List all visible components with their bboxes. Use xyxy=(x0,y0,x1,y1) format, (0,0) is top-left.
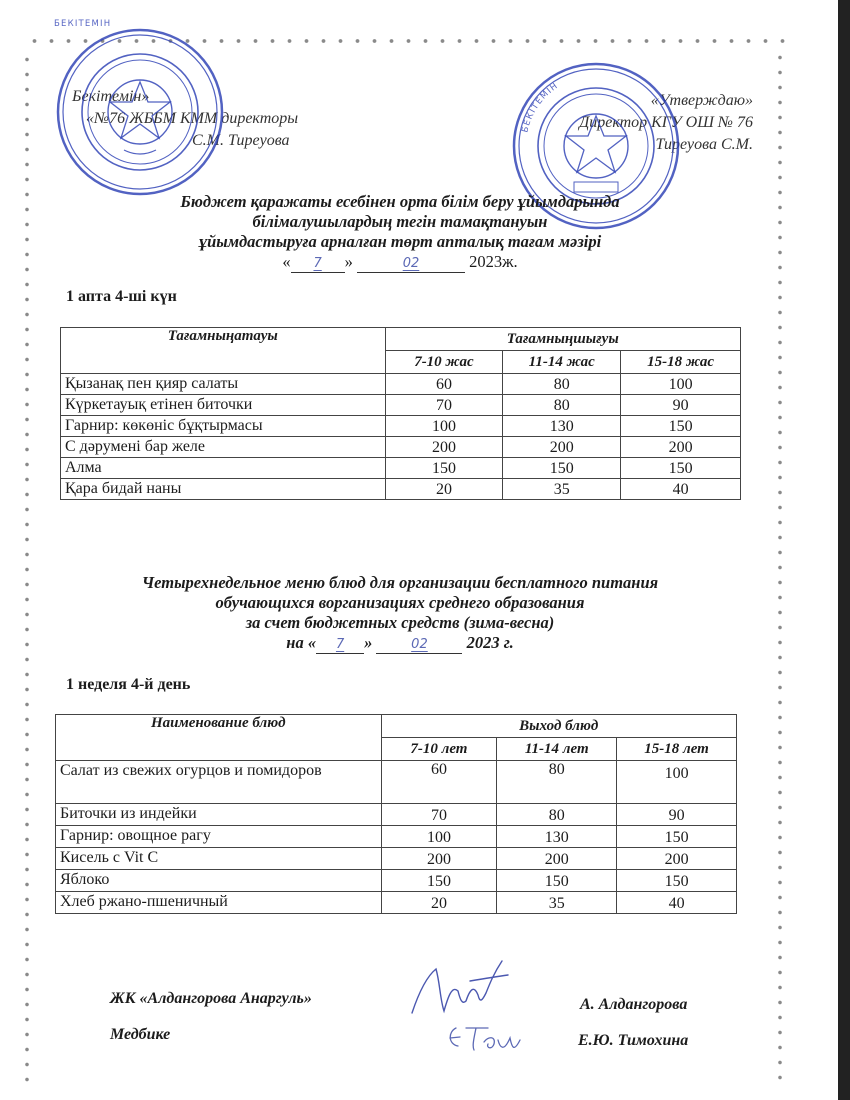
portion-value: 20 xyxy=(381,892,497,914)
school-stamp-left xyxy=(54,19,226,198)
menu-title-ru xyxy=(60,573,740,654)
portion-value: 60 xyxy=(381,761,497,804)
header-yield: Выход блюд xyxy=(381,715,736,738)
dotted-border-left xyxy=(24,52,30,1092)
footer-signer-1: А. Алдангорова xyxy=(580,996,688,1013)
portion-value: 100 xyxy=(381,826,497,848)
header-age-3: 15-18 лет xyxy=(617,738,737,761)
title-kz-line3: ұйымдастыруға арналған төрт апталық тағам мәзірі xyxy=(198,232,602,251)
portion-value: 35 xyxy=(497,892,617,914)
title-ru-line2: обучающихся воргaнизациях среднего образования xyxy=(215,593,585,612)
menu-table-ru xyxy=(55,714,737,914)
dish-name: Қара бидай наны xyxy=(61,479,386,500)
portion-value: 20 xyxy=(385,479,503,500)
portion-value: 80 xyxy=(503,374,621,395)
date-line-kz xyxy=(60,252,740,273)
dish-name: Кисель с Vit C xyxy=(56,848,382,870)
header-age-3: 15-18 жас xyxy=(621,351,741,374)
table-row xyxy=(61,416,741,437)
portion-value: 70 xyxy=(381,804,497,826)
portion-value: 40 xyxy=(621,479,741,500)
portion-value: 60 xyxy=(385,374,503,395)
portion-value: 35 xyxy=(503,479,621,500)
portion-value: 150 xyxy=(621,416,741,437)
scan-edge xyxy=(838,0,850,1100)
header-dish-name: Тағамныңатауы xyxy=(61,328,386,374)
approval-ru-line2: Директор КГУ ОШ № 76 xyxy=(579,114,753,131)
menu-table-kz xyxy=(60,327,741,500)
portion-value: 200 xyxy=(381,848,497,870)
date-day-handwritten: 7 xyxy=(313,256,322,271)
approval-kz-line1: Бекітемін» xyxy=(72,88,150,105)
header-age-2: 11-14 жас xyxy=(503,351,621,374)
portion-value: 80 xyxy=(497,804,617,826)
table-row xyxy=(56,870,737,892)
portion-value: 100 xyxy=(621,374,741,395)
portion-value: 100 xyxy=(385,416,503,437)
portion-value: 150 xyxy=(503,458,621,479)
header-age-1: 7-10 лет xyxy=(381,738,497,761)
quote-open: « xyxy=(282,252,291,271)
date-day-handwritten: 7 xyxy=(335,637,345,652)
table-row xyxy=(56,761,737,804)
header-age-2: 11-14 лет xyxy=(497,738,617,761)
header-yield: Тағамныңшығуы xyxy=(385,328,740,351)
footer-org: ЖК «Алдангорова Анаргуль» xyxy=(110,990,312,1007)
approval-kz-line2: «№76 ЖББМ КММ директоры xyxy=(86,110,299,127)
table-row xyxy=(61,479,741,500)
portion-value: 80 xyxy=(503,395,621,416)
table-row xyxy=(56,848,737,870)
dish-name: Гарнир: овощное рагу xyxy=(56,826,382,848)
date-prefix: на « xyxy=(286,633,317,652)
title-ru-line3: за счет бюджетных средств (зима-весна) xyxy=(245,613,555,632)
portion-value: 200 xyxy=(621,437,741,458)
title-ru-line1: Четырехнедельное меню блюд для организации бесплатного питания xyxy=(141,573,659,592)
date-month-handwritten: 02 xyxy=(402,256,420,271)
portion-value: 150 xyxy=(381,870,497,892)
table-row xyxy=(61,437,741,458)
quote-close: » xyxy=(344,252,353,271)
dish-name: Салат из свежих огурцов и помидоров xyxy=(56,761,382,804)
table-row xyxy=(56,826,737,848)
portion-value: 200 xyxy=(617,848,737,870)
header-dish-name: Наименование блюд xyxy=(56,715,382,761)
dish-name: Яблоко xyxy=(56,870,382,892)
portion-value: 150 xyxy=(617,870,737,892)
stamp-seal-left-icon xyxy=(54,19,226,198)
portion-value: 130 xyxy=(503,416,621,437)
date-month-blank xyxy=(376,635,462,654)
date-day-blank xyxy=(316,635,364,654)
approval-ru-line1: «Утверждаю» xyxy=(650,92,753,109)
dotted-border-right xyxy=(777,50,783,1090)
footer-role: Медбике xyxy=(110,1026,171,1043)
portion-value: 80 xyxy=(497,761,617,804)
portion-value: 150 xyxy=(617,826,737,848)
day-label-kz: 1 апта 4-ші күн xyxy=(66,288,177,305)
header-age-1: 7-10 жас xyxy=(385,351,503,374)
title-kz-line2: білімалушылардың тегін тамақтануын xyxy=(252,212,548,231)
portion-value: 100 xyxy=(617,761,737,804)
date-month-handwritten: 02 xyxy=(411,637,428,652)
portion-value: 70 xyxy=(385,395,503,416)
dish-name: Күркетауық етінен биточки xyxy=(61,395,386,416)
dish-name: Алма xyxy=(61,458,386,479)
portion-value: 130 xyxy=(497,826,617,848)
portion-value: 150 xyxy=(497,870,617,892)
date-year: 2023ж. xyxy=(469,252,518,271)
dish-name: Қызанақ пен қияр салаты xyxy=(61,374,386,395)
date-day-blank xyxy=(291,254,345,273)
dish-name: Гарнир: көкөніс бұқтырмасы xyxy=(61,416,386,437)
day-label-ru: 1 неделя 4-й день xyxy=(66,676,191,693)
quote-close: » xyxy=(364,633,373,652)
portion-value: 90 xyxy=(621,395,741,416)
svg-text:БЕКІТЕМІН: БЕКІТЕМІН xyxy=(520,80,561,134)
portion-value: 200 xyxy=(503,437,621,458)
portion-value: 40 xyxy=(617,892,737,914)
title-kz-line1: Бюджет қаражаты есебінен орта білім беру ұйымдарында xyxy=(180,192,620,211)
portion-value: 200 xyxy=(497,848,617,870)
portion-value: 200 xyxy=(385,437,503,458)
portion-value: 150 xyxy=(385,458,503,479)
table-row xyxy=(61,458,741,479)
date-month-blank xyxy=(357,254,465,273)
svg-text:БЕКІТЕМІН: БЕКІТЕМІН xyxy=(54,19,112,29)
approval-kz-line3: С.М. Тиреуова xyxy=(192,132,290,149)
signature-scribble-icon xyxy=(400,955,520,1025)
table-row xyxy=(61,374,741,395)
date-line-ru xyxy=(60,633,740,654)
dish-name: Хлеб ржано-пшеничный xyxy=(56,892,382,914)
signature-scribble-icon xyxy=(440,1018,530,1058)
portion-value: 150 xyxy=(621,458,741,479)
dish-name: Биточки из индейки xyxy=(56,804,382,826)
table-row xyxy=(61,395,741,416)
menu-title-kz xyxy=(60,192,740,273)
table-row xyxy=(56,892,737,914)
footer-signer-2: Е.Ю. Тимохина xyxy=(578,1032,689,1049)
date-year: 2023 г. xyxy=(466,633,514,652)
table-row xyxy=(56,804,737,826)
portion-value: 90 xyxy=(617,804,737,826)
approval-ru-line3: Тиреуова С.М. xyxy=(655,136,753,153)
dish-name: С дәрумені бар желе xyxy=(61,437,386,458)
signature-2 xyxy=(440,1018,530,1063)
